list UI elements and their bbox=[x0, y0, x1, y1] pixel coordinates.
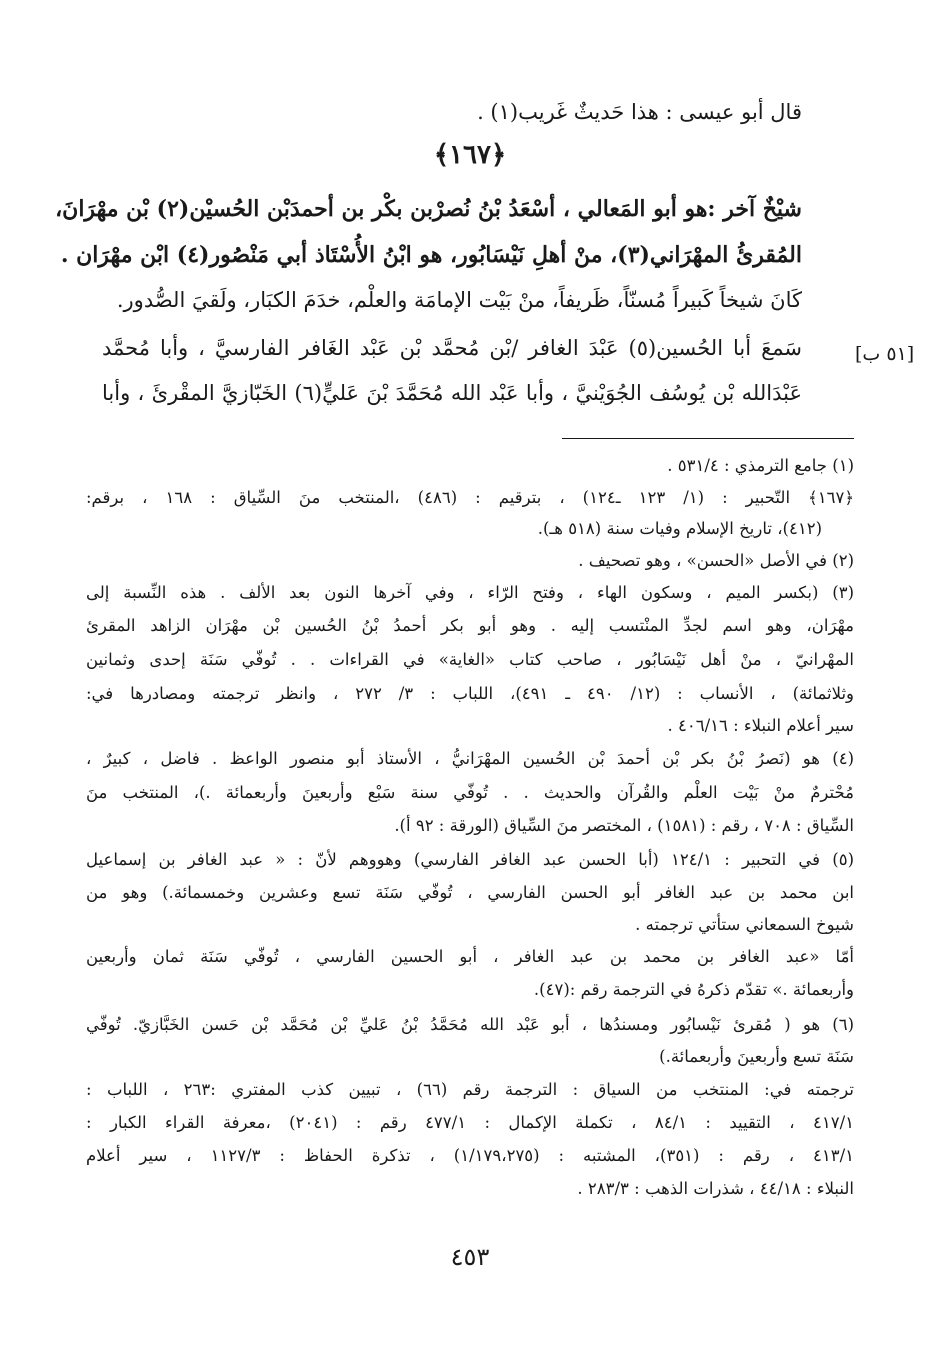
footnote-5-line-4: أمّا «عبد الغافر بن محمد بن عبد الغافر ، أبو الحسين الفارسي ، تُوفّي سَنَة ثمان وأربعين bbox=[86, 947, 854, 966]
footnote-4-line-3: السِّياق : ٧٠٨ ، رقم : (١٥٨١) ، المختصر منَ السِّياق (الورقة : ٩٢ أ). bbox=[394, 816, 854, 835]
heading-line-1: شيْخٌ آخر :هو أبو المَعالي ، أسْعَدُ بْنُ نُصرْبن بكْر بن أحمدَبْن الحُسيْن(٢) بْن مهْرَانَ، bbox=[55, 196, 802, 222]
body-line-2: سَمعَ أبا الحُسين(٥) عَبْدَ الغافر /بْن مُحمَّد بْن عَبْد الغَافر الفارسيَّ ، وأبا مُحمَّد bbox=[102, 336, 802, 360]
footnote-divider bbox=[562, 438, 854, 439]
footnote-3-line-4: وثلاثمائة) ، الأنساب : (١٢/ ٤٩٠ ـ ٤٩١)، اللباب : ٣/ ٢٧٢ ، وانظر ترجمته ومصادرها في: bbox=[86, 684, 855, 703]
heading-line-2: المُقرئُ المهْرَاني(٣)، منْ أهلِ نَيْسَابُور، هو ابْنُ الأُسْتَاذ أبي مَنْصُور(٤) ابْن مهْرَان . bbox=[60, 242, 802, 268]
footnote-6-refs-line-4: النبلاء : ٤٤/١٨ ، شذرات الذهب : ٢٨٣/٣ . bbox=[577, 1179, 854, 1198]
footnote-3-line-1: (٣) (بكسر الميم ، وسكون الهاء ، وفتح الرّاء ، وفي آخرها النون بعد الألف . هذه النِّسبة إلى bbox=[86, 583, 854, 602]
footnote-5-line-3: شيوخ السمعاني ستأتي ترجمته . bbox=[635, 915, 854, 934]
footnote-1: (١) جامع الترمذي : ٥٣١/٤ . bbox=[667, 456, 854, 475]
footnote-6-refs-line-2: ٤١٧/١ ، التقييد : ٨٤/١ ، تكملة الإكمال : ٤٧٧/١ رقم : (٢٠٤١) ،معرفة القراء الكبار : bbox=[86, 1113, 854, 1132]
footnote-6-refs-line-3: ٤١٣/١ ، رقم : (٣٥١)، المشتبه : (١/١٧٩،٢٧٥) ، تذكرة الحفاظ : ١١٢٧/٣ ، سير أعلام bbox=[86, 1146, 855, 1165]
footnote-4-line-2: مُحْترمٌ منْ بَيْت العلْم والقُرآن والحديث . . تُوفّي سنة سَبْع وأربعينَ وأربعمائة .)، المنتخب منَ bbox=[86, 783, 854, 802]
manuscript-folio-ref: [٥١ ب] bbox=[855, 343, 915, 365]
footnote-3-line-3: المهْرانيّ ، منْ أهل نَيْسَابُور ، صاحب كتاب «الغاية» في القراءات . . تُوفّي سَنَة إحدى وثمانين bbox=[86, 650, 854, 669]
page-number: ٤٥٣ bbox=[450, 1243, 490, 1271]
footnote-5-line-5: وأربعمائة .» تقدّم ذكرهُ في الترجمة رقم :(٤٧). bbox=[533, 980, 854, 999]
footnote-5-line-1: (٥) في التحبير : ١٢٤/١ (أبا الحسن عبد الغافر الفارسي) وهووهم لأنّ : « عبد الغافر بن إسماعيل bbox=[86, 850, 854, 869]
body-line-1: كَانَ شيخاً كَبيراً مُسنّاً، ظَريفاً، منْ بَيْت الإمامَة والعلْم، خدَمَ الكبَار، ولَقيَ الصُّدور. bbox=[116, 288, 802, 312]
footnote-2: (٢) في الأصل «الحسن» ، وهو تصحيف . bbox=[578, 551, 854, 570]
footnote-5-line-2: ابن محمد بن عبد الغافر أبو الحسن الفارسي ، تُوفّي سَنَة تسع وعشرين وخمسمائة.) وهو من bbox=[86, 883, 854, 902]
footnote-3-line-5: سير أعلام النبلاء : ٤٠٦/١٦ . bbox=[667, 716, 854, 735]
footnote-source-1: ﴿١٦٧﴾ التّحبير : (١/ ١٢٣ ـ١٢٤) ، بترقيم : (٤٨٦) ،المنتخب منَ السِّياق : ١٦٨ ، برقم: bbox=[86, 488, 854, 507]
footnote-3-line-2: مهْرَان، وهو اسم لجدِّ المنْتسب إليه . وهو أبو بكر أحمدُ بْنُ الحُسين بْن مهْرَان الزاهد المقرئ bbox=[86, 616, 854, 635]
footnote-6-refs-line-1: ترجمته في: المنتخب من السياق : الترجمة رقم (٦٦) ، تبيين كذب المفتري :٢٦٣ ، اللباب : bbox=[86, 1080, 854, 1099]
footnote-source-2: (٤١٢)، تاريخ الإسلام وفيات سنة (٥١٨ هـ). bbox=[537, 519, 822, 538]
footnote-6-line-1: (٦) هو ( مُقرئ نَيْسابُور ومسندُها ، أبو عَبْد الله مُحَمَّدُ بْنُ عَليِّ بْن مُحَمَّد بْن حَسن الخَبَّازيّ. تُوفّي bbox=[86, 1015, 854, 1034]
entry-number: ﴿١٦٧﴾ bbox=[433, 140, 507, 170]
footnote-6-line-2: سَنَة تسع وأربعينَ وأربعمائة.) bbox=[659, 1047, 854, 1066]
footnote-4-line-1: (٤) هو (نَصرُ بْنُ بكر بْن أحمدَ بْن الحُسين المهْرَانيُّ ، الأستاذ أبو منصور الواعظ . فاضل ، كبيرٌ ، bbox=[86, 749, 854, 768]
body-line-3: عَبْدَالله بْن يُوسُف الجُوَيْنيَّ ، وأبا عَبْد الله مُحَمَّدَ بْنَ عَليٍّ(٦) الخَبّازيَّ المقْرئَ ، وأبا bbox=[102, 381, 802, 405]
top-line: قال أبو عيسى : هذا حَديثٌ غَريب(١) . bbox=[477, 100, 802, 124]
